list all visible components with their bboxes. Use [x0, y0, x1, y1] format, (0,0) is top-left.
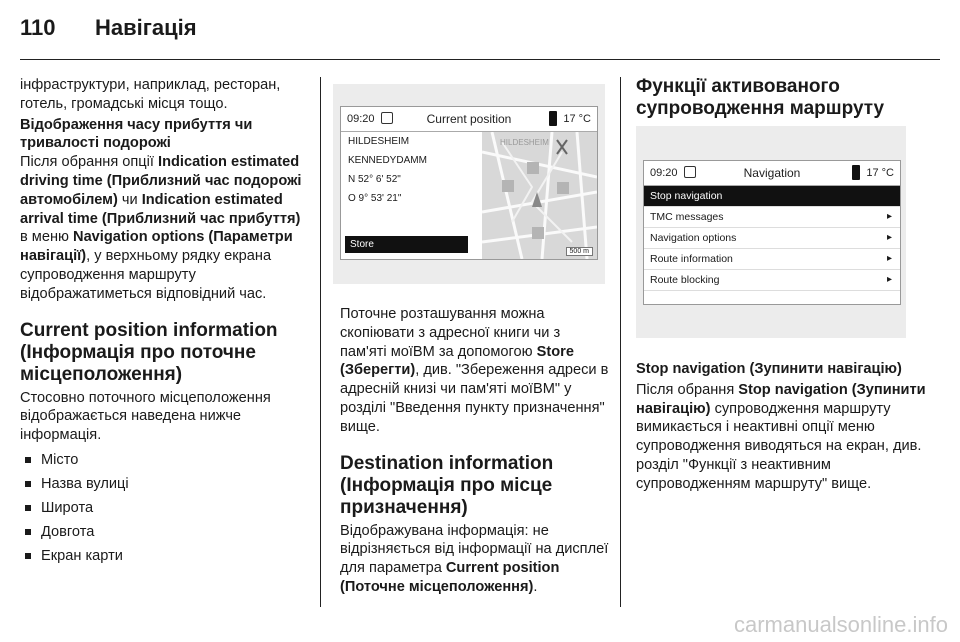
- intro-text: інфраструктури, наприклад, ресторан, готель, громадські місця тощо.: [20, 77, 281, 112]
- stop-navigation-heading: Stop navigation (Зупинити навігацію): [636, 361, 902, 377]
- stop-navigation-paragraph: [636, 381, 936, 494]
- chevron-right-icon: ▸: [886, 232, 892, 243]
- arrival-time-heading: Відображення часу прибуття чи тривалості подорожі: [20, 116, 253, 152]
- column-2: [340, 305, 610, 599]
- text-run: чи: [117, 191, 142, 208]
- map-view[interactable]: [482, 132, 597, 259]
- phone-icon: [852, 165, 860, 180]
- option-navigation-options: Navigation options (Параметри навігації): [20, 229, 293, 265]
- latitude-value: N 52° 6' 52": [348, 174, 401, 185]
- text-run: , див. "Збереження адреси в адресній книзі чи пам'яті моїВМ" у розділі "Введення пункту призначення" вище.: [340, 362, 609, 435]
- text-run: , у верхньому рядку екрана супроводження маршруту відображатиметься відповідний час.: [20, 248, 272, 302]
- functions-heading: Функції активованого супроводження маршруту: [636, 76, 885, 119]
- arrival-time-paragraph: [20, 116, 310, 304]
- street-value: KENNEDYDAMM: [348, 155, 427, 166]
- section-title: Навігація: [95, 15, 197, 40]
- current-position-heading: Current position information (Інформація про поточне місцеположення): [20, 319, 278, 385]
- text-run: в меню: [20, 229, 74, 246]
- screen-temperature: 17 °C: [563, 113, 591, 125]
- page-header: [20, 8, 197, 48]
- watermark: carmanualsonline.info: [733, 612, 948, 637]
- destination-heading: Destination information (Інформація про місце призначення): [340, 452, 554, 518]
- screen-temperature: 17 °C: [866, 167, 894, 179]
- position-details: [341, 132, 481, 259]
- text-run: Відображувана інформація: не відрізняється від інформації на дисплеї для параметра: [340, 522, 609, 577]
- chevron-right-icon: ▸: [886, 274, 892, 285]
- column-divider-1: [320, 77, 321, 607]
- current-position-screenshot: [333, 84, 605, 284]
- navigation-screen: [643, 160, 901, 305]
- list-item: Назва вулиці: [20, 475, 310, 493]
- screen-time: 09:20: [347, 113, 375, 125]
- map-city-label: HILDESHEIM: [500, 138, 549, 147]
- screen-title: Current position: [426, 112, 512, 126]
- current-position-option: Current position (Поточне місцеположення): [340, 560, 560, 595]
- screen-topbar: [644, 161, 900, 186]
- text-run: Після обрання: [636, 381, 739, 398]
- text-run: .: [533, 578, 538, 595]
- store-option: Store (Зберегти): [340, 343, 574, 379]
- list-item: Екран карти: [20, 547, 310, 565]
- menu-item-stop-navigation[interactable]: [644, 186, 900, 207]
- list-item: Широта: [20, 499, 310, 517]
- info-list: [20, 451, 310, 565]
- longitude-value: O 9° 53' 21": [348, 193, 402, 204]
- menu-item-label: Route blocking: [650, 274, 720, 286]
- column-1: [20, 76, 310, 571]
- column-3-heading: [636, 76, 936, 123]
- phone-icon: [549, 111, 557, 126]
- chevron-right-icon: ▸: [886, 253, 892, 264]
- menu-item-label: Route information: [650, 253, 733, 265]
- current-position-screen: [340, 106, 598, 260]
- header-divider: [20, 59, 940, 60]
- screen-time: 09:20: [650, 167, 678, 179]
- screen-topbar: [341, 107, 597, 132]
- text-run: Після обрання опції: [20, 154, 159, 171]
- list-item: Місто: [20, 451, 310, 469]
- menu-item-route-blocking[interactable]: [644, 270, 900, 291]
- current-position-text: Стосовно поточного місцеположення відображається наведена нижче інформація.: [20, 389, 271, 444]
- menu-item-label: TMC messages: [650, 211, 724, 223]
- store-paragraph: [340, 305, 610, 437]
- list-item: Довгота: [20, 523, 310, 541]
- menu-item-label: Navigation options: [650, 232, 737, 244]
- destination-paragraph: [340, 522, 610, 597]
- text-run: Поточне розташування можна скопіювати з адресної книги чи з пам'яті моїВМ за допомогою: [340, 306, 561, 360]
- menu-item-label: Stop navigation: [650, 190, 723, 202]
- menu-item-route-information[interactable]: [644, 249, 900, 270]
- menu-item-navigation-options[interactable]: [644, 228, 900, 249]
- map-graphic: [482, 132, 597, 259]
- navigation-screenshot: [636, 126, 906, 338]
- text-run: супроводження маршруту вимикається і неактивні опції меню супроводження виводяться на екран, див. розділ "Функції з неактивним супроводженням маршруту" вище.: [636, 400, 922, 492]
- chevron-right-icon: ▸: [886, 211, 892, 222]
- menu-item-tmc-messages[interactable]: [644, 207, 900, 228]
- store-button[interactable]: Store: [345, 236, 468, 253]
- page-number: 110: [20, 15, 56, 40]
- option-driving-time: Indication estimated driving time (Приблизний час подорожі автомобілем): [20, 154, 302, 208]
- column-3: [636, 360, 936, 496]
- column-divider-2: [620, 77, 621, 607]
- option-arrival-time: Indication estimated arrival time (Приблизний час прибуття): [20, 191, 301, 227]
- city-value: HILDESHEIM: [348, 136, 410, 147]
- screen-title: Navigation: [743, 166, 801, 180]
- map-scale: 500 m: [566, 247, 593, 256]
- stop-navigation-option: Stop navigation (Зупинити навігацію): [636, 381, 926, 417]
